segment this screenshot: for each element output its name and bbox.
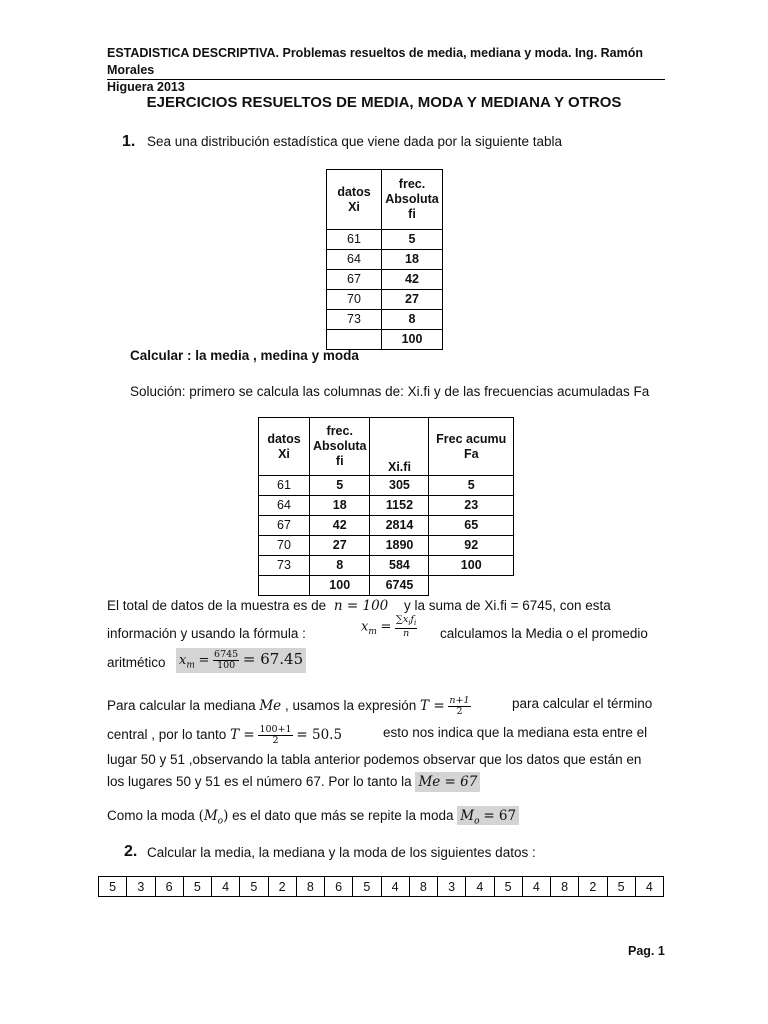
table-cell: 1152 [370, 496, 429, 516]
data-cell: 2 [268, 877, 296, 897]
frac-num: ∑x [396, 614, 409, 625]
table-cell [259, 576, 310, 596]
frac-den: 100 [217, 660, 236, 672]
data-cell: 8 [296, 877, 324, 897]
table-header-datos: datos Xi [327, 170, 382, 230]
exercise-2-statement: Calcular la media, la mediana y la moda de los siguientes datos : [147, 845, 536, 860]
table-cell: 18 [310, 496, 370, 516]
data-cell: 8 [409, 877, 437, 897]
table-cell [429, 576, 514, 596]
data-cell: 4 [381, 877, 409, 897]
data-cell: 3 [438, 877, 466, 897]
mean-result [176, 648, 306, 673]
aritmetico-label: aritmético [107, 655, 166, 670]
median-text: central , por lo tanto [107, 727, 227, 743]
table-cell: 5 [382, 230, 443, 250]
t-value: = 50.5 [296, 727, 343, 744]
t-value-fraction [258, 725, 292, 746]
table-cell: 61 [327, 230, 382, 250]
mean-symbol: x [179, 653, 187, 668]
data-cell: 4 [522, 877, 550, 897]
data-cell: 6 [325, 877, 353, 897]
data-cell: 4 [212, 877, 240, 897]
table-cell: 70 [259, 536, 310, 556]
table-cell: 18 [382, 250, 443, 270]
table-cell: 73 [327, 310, 382, 330]
table-cell: 64 [327, 250, 382, 270]
media-paragraph-line-1 [107, 598, 663, 614]
table-cell [327, 330, 382, 350]
frac-num: n+1 [449, 695, 470, 706]
mean-value: = 67.45 [242, 650, 304, 668]
data-cell: 4 [635, 877, 663, 897]
data-cell: 5 [607, 877, 635, 897]
table-header-xifi: Xi.fi [370, 418, 429, 476]
formula-intro: información y usando la fórmula : [107, 626, 306, 641]
frac-num: f [410, 614, 414, 625]
table-cell: 1890 [370, 536, 429, 556]
frequency-table [326, 169, 443, 350]
mode-result [457, 806, 519, 825]
frac-num-sub: i [408, 618, 411, 627]
table-cell: 5 [429, 476, 514, 496]
mode-value: = 67 [483, 808, 517, 824]
exercise-2-number: 2. [124, 843, 138, 860]
mode-symbol: M [203, 808, 218, 824]
page-number: Pag. 1 [628, 944, 665, 958]
table-header-datos: datos Xi [259, 418, 310, 476]
table-cell: 92 [429, 536, 514, 556]
calcular-instruction: Calcular : la media , medina y moda [130, 348, 359, 363]
media-text-cont: calculamos la Media o el promedio [440, 626, 648, 641]
median-line-2 [107, 725, 342, 746]
exercise-1-number: 1. [122, 133, 136, 150]
frac-num-sub: i [413, 618, 417, 627]
median-text: , usamos la expresión [284, 698, 417, 714]
table-cell: 27 [310, 536, 370, 556]
mode-symbol: M [460, 808, 475, 824]
median-text-cont: para calcular el término [512, 696, 653, 711]
mode-text: Como la moda [107, 808, 195, 823]
table-cell: 42 [382, 270, 443, 290]
frac-den: 2 [456, 706, 463, 717]
table-cell: 70 [327, 290, 382, 310]
data-cell: 4 [466, 877, 494, 897]
media-text: y la suma de Xi.fi = 6745, con esta [404, 598, 611, 613]
exercise-1-statement: Sea una distribución estadística que viene dada por la siguiente tabla [147, 134, 563, 149]
header-line-1: ESTADISTICA DESCRIPTIVA. Problemas resueltos de media, mediana y moda. Ing. Ramón Morales [107, 46, 643, 77]
table-cell: 5 [310, 476, 370, 496]
table-cell: 67 [259, 516, 310, 536]
table-cell: 8 [382, 310, 443, 330]
data-cell: 8 [551, 877, 579, 897]
data-cell: 5 [99, 877, 127, 897]
page-title: EJERCICIOS RESUELTOS DE MEDIA, MODA Y MEDIANA Y OTROS [146, 94, 622, 111]
mean-symbol-sub: m [186, 660, 195, 671]
median-line-4 [107, 774, 480, 790]
mean-result-fraction [213, 650, 239, 671]
table-total: 100 [382, 330, 443, 350]
data-sequence-table [98, 876, 664, 897]
media-text: El total de datos de la muestra es de [107, 598, 327, 613]
document-header [107, 45, 667, 96]
frac-num: 100+1 [259, 724, 292, 735]
table-header-frec: frec. Absoluta fi [382, 170, 443, 230]
table-cell: 584 [370, 556, 429, 576]
data-cell: 5 [494, 877, 522, 897]
median-result: Me = 67 [415, 772, 480, 792]
median-text: los lugares 50 y 51 es el número 67. Por lo tanto la [107, 774, 412, 789]
mode-symbol-sub: o [217, 816, 224, 827]
table-cell: 2814 [370, 516, 429, 536]
table-cell: 67 [327, 270, 382, 290]
median-text-cont: esto nos indica que la mediana esta entre el [383, 725, 648, 740]
table-cell: 61 [259, 476, 310, 496]
table-cell: 27 [382, 290, 443, 310]
data-cell: 2 [579, 877, 607, 897]
median-symbol: Me [259, 698, 282, 715]
table-header-frec: frec. Absoluta fi [310, 418, 370, 476]
table-header-frec-acum: Frec acumu Fa [429, 418, 514, 476]
mean-formula [361, 615, 417, 639]
header-rule [107, 79, 665, 80]
data-cell: 5 [240, 877, 268, 897]
data-cell: 5 [353, 877, 381, 897]
table-total-fi: 100 [310, 576, 370, 596]
mean-symbol: x [361, 619, 369, 635]
median-text: Para calcular la mediana [107, 698, 256, 714]
table-cell: 42 [310, 516, 370, 536]
header-line-2: Higuera 2013 [107, 80, 185, 94]
data-cell: 3 [127, 877, 155, 897]
n-equation: n = 100 [333, 598, 389, 614]
table-cell: 305 [370, 476, 429, 496]
t-symbol: T = [230, 727, 255, 744]
frac-den: n [403, 627, 410, 639]
data-cell: 6 [155, 877, 183, 897]
median-line-1 [107, 696, 471, 717]
mode-line: Como la moda $(M_o)$ es el dato que más se repite la moda $M_o = 67$ [107, 808, 519, 827]
data-cell: 5 [183, 877, 211, 897]
mode-text: es el dato que más se repite la moda [232, 808, 454, 823]
table-cell: 73 [259, 556, 310, 576]
mode-symbol-sub: o [474, 816, 480, 827]
median-line-3: lugar 50 y 51 ,observando la tabla anterior podemos observar que los datos que están en [107, 752, 642, 767]
t-symbol: T = [420, 698, 445, 715]
table-cell: 23 [429, 496, 514, 516]
table-cell: 64 [259, 496, 310, 516]
equals-sign: = [380, 619, 392, 635]
t-fraction [448, 696, 470, 717]
table-total-xifi: 6745 [370, 576, 429, 596]
extended-frequency-table [258, 417, 514, 596]
table-cell: 8 [310, 556, 370, 576]
mean-fraction [395, 615, 417, 639]
solucion-text: Solución: primero se calcula las columnas de: Xi.fi y de las frecuencias acumuladas Fa [130, 384, 650, 399]
frac-den: 2 [272, 735, 279, 746]
frac-num: 6745 [214, 649, 239, 661]
table-cell: 100 [429, 556, 514, 576]
equals-sign: = [198, 653, 210, 668]
table-cell: 65 [429, 516, 514, 536]
mean-symbol-sub: m [368, 626, 377, 637]
